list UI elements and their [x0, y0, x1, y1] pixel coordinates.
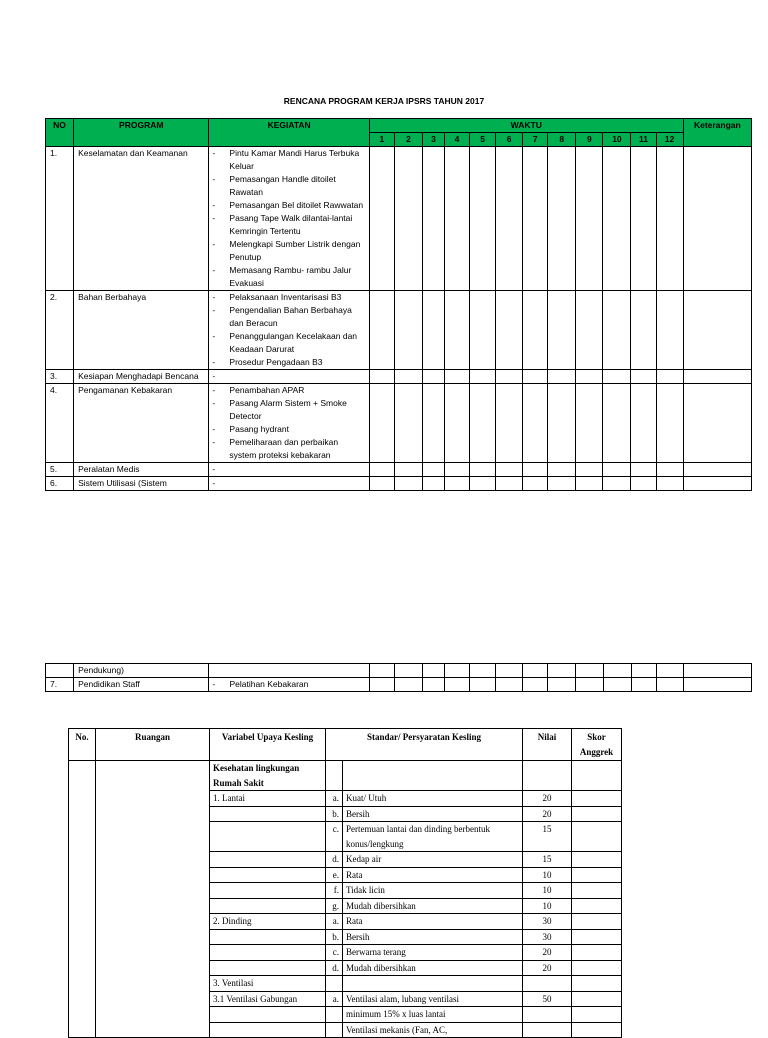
skor-cell — [572, 822, 622, 852]
month-cell — [470, 291, 496, 370]
month-cell — [656, 463, 683, 477]
month-header: 7 — [523, 133, 548, 147]
variabel-cell — [210, 945, 326, 961]
month-cell — [422, 370, 444, 384]
activity-cell — [209, 678, 369, 692]
month-cell — [394, 147, 422, 291]
nilai-cell: 50 — [523, 991, 572, 1007]
month-cell — [576, 147, 603, 291]
letter-cell: g. — [326, 898, 343, 914]
standar-cell: Rata — [343, 914, 523, 930]
month-header: 6 — [496, 133, 523, 147]
month-cell — [369, 477, 394, 491]
month-cell — [445, 291, 470, 370]
nilai-cell: 20 — [523, 791, 572, 807]
month-cell — [548, 384, 576, 463]
month-cell — [523, 291, 548, 370]
activity-cell — [209, 147, 369, 291]
program-header-row — [46, 119, 752, 133]
month-cell — [631, 463, 656, 477]
variabel-cell: 1. Lantai — [210, 791, 326, 807]
month-cell — [496, 678, 523, 692]
month-cell — [603, 147, 631, 291]
activity-list — [212, 291, 365, 369]
variabel-cell — [210, 960, 326, 976]
program-name: Pengamanan Kebakaran — [74, 384, 209, 463]
month-cell — [369, 678, 394, 692]
month-cell — [445, 664, 470, 678]
skor-cell — [572, 898, 622, 914]
month-cell — [548, 678, 576, 692]
standar-cell: Ventilasi mekanis (Fan, AC, — [343, 1022, 523, 1038]
activity-item: - Penambahan APAR — [212, 384, 365, 397]
month-cell — [603, 664, 631, 678]
letter-cell: c. — [326, 822, 343, 852]
activity-item: - Pemasangan Handle ditoilet Rawatan — [212, 173, 365, 199]
skor-cell — [572, 914, 622, 930]
skor-cell — [572, 1022, 622, 1038]
document-title: RENCANA PROGRAM KERJA IPSRS TAHUN 2017 — [283, 96, 485, 106]
activity-list — [212, 384, 365, 462]
variabel-cell: 2. Dinding — [210, 914, 326, 930]
month-header: 10 — [603, 133, 631, 147]
row-number: 6. — [46, 477, 74, 491]
program-name: Peralatan Medis — [74, 463, 209, 477]
month-cell — [394, 463, 422, 477]
variabel-cell: 3.1 Ventilasi Gabungan — [210, 991, 326, 1007]
standar-cell: Ventilasi alam, lubang ventilasi — [343, 991, 523, 1007]
month-cell — [394, 477, 422, 491]
activity-item: - Pemeliharaan dan perbaikan system proteksi kebakaran — [212, 436, 365, 462]
month-cell — [576, 463, 603, 477]
month-cell — [445, 384, 470, 463]
nilai-cell: 10 — [523, 867, 572, 883]
variabel-cell — [210, 822, 326, 852]
row-number: 3. — [46, 370, 74, 384]
standar-cell: Pertemuan lantai dan dinding berbentuk konus/lengkung — [343, 822, 523, 852]
nilai-cell: 30 — [523, 929, 572, 945]
month-cell — [445, 147, 470, 291]
kes-header-ruangan: Ruangan — [96, 729, 210, 761]
program-name: Pendidikan Staff — [74, 678, 209, 692]
skor-cell — [572, 976, 622, 992]
nilai-cell — [523, 761, 572, 791]
month-cell — [470, 370, 496, 384]
activity-item: - Pengendalian Bahan Berbahaya dan Beracun — [212, 304, 365, 330]
month-cell — [496, 384, 523, 463]
letter-cell — [326, 1022, 343, 1038]
month-cell — [496, 477, 523, 491]
month-header: 9 — [576, 133, 603, 147]
keterangan-cell — [683, 477, 751, 491]
kes-ruangan-cell — [96, 761, 210, 1038]
month-cell — [523, 664, 548, 678]
month-header: 5 — [470, 133, 496, 147]
month-header: 11 — [631, 133, 656, 147]
activity-cell — [209, 463, 369, 477]
standar-cell — [343, 976, 523, 992]
letter-cell — [326, 761, 343, 791]
kes-header-nilai: Nilai — [523, 729, 572, 761]
skor-cell — [572, 852, 622, 868]
month-header: 4 — [445, 133, 470, 147]
keterangan-cell — [683, 384, 751, 463]
activity-cell — [209, 477, 369, 491]
standar-cell: Bersih — [343, 806, 523, 822]
month-header: 8 — [548, 133, 576, 147]
month-cell — [470, 463, 496, 477]
letter-cell — [326, 976, 343, 992]
month-header: 12 — [656, 133, 683, 147]
variabel-cell — [210, 929, 326, 945]
program-name: Sistem Utilisasi (Sistem — [74, 477, 209, 491]
header-keterangan: Keterangan — [683, 119, 751, 147]
month-cell — [470, 678, 496, 692]
row-number: 2. — [46, 291, 74, 370]
standar-cell: Tidak licin — [343, 883, 523, 899]
month-cell — [445, 678, 470, 692]
month-cell — [656, 291, 683, 370]
activity-item: - Memasang Rambu- rambu Jalur Evakuasi — [212, 264, 365, 290]
skor-cell — [572, 761, 622, 791]
keterangan-cell — [683, 664, 751, 678]
nilai-cell: 20 — [523, 806, 572, 822]
activity-cell — [209, 370, 369, 384]
row-number: 7. — [46, 678, 74, 692]
month-cell — [576, 678, 603, 692]
skor-cell — [572, 945, 622, 961]
month-cell — [523, 370, 548, 384]
standar-cell: Berwarna terang — [343, 945, 523, 961]
month-cell — [603, 291, 631, 370]
month-cell — [548, 477, 576, 491]
nilai-cell: 20 — [523, 945, 572, 961]
month-cell — [423, 664, 445, 678]
activity-item: - Pelaksanaan Inventarisasi B3 — [212, 291, 365, 304]
month-cell — [523, 678, 548, 692]
skor-cell — [572, 929, 622, 945]
month-cell — [496, 147, 523, 291]
letter-cell: c. — [326, 945, 343, 961]
month-cell — [603, 678, 631, 692]
table-row — [46, 463, 752, 477]
month-cell — [656, 678, 683, 692]
program-name: Pendukung) — [74, 664, 209, 678]
month-cell — [422, 384, 444, 463]
month-cell — [422, 463, 444, 477]
month-cell — [369, 291, 394, 370]
activity-item: - Pasang hydrant — [212, 423, 365, 436]
month-cell — [576, 370, 603, 384]
section-title: Kesehatan lingkungan Rumah Sakit — [210, 761, 326, 791]
header-program: PROGRAM — [74, 119, 209, 147]
skor-cell — [572, 1007, 622, 1023]
program-name: Kesiapan Menghadapi Bencana — [74, 370, 209, 384]
month-cell — [496, 370, 523, 384]
activity-list — [212, 147, 365, 290]
month-cell — [576, 477, 603, 491]
row-number: 4. — [46, 384, 74, 463]
standar-cell: Kuat/ Utuh — [343, 791, 523, 807]
month-cell — [369, 664, 394, 678]
month-header: 3 — [422, 133, 444, 147]
month-cell — [394, 384, 422, 463]
month-cell — [470, 477, 496, 491]
header-no: NO — [46, 119, 74, 147]
nilai-cell: 15 — [523, 822, 572, 852]
kes-header-standar: Standar/ Persyaratan Kesling — [326, 729, 523, 761]
standar-cell: Rata — [343, 867, 523, 883]
month-cell — [422, 477, 444, 491]
nilai-cell — [523, 976, 572, 992]
activity-item: - Melengkapi Sumber Listrik dengan Penutup — [212, 238, 365, 264]
standar-cell: minimum 15% x luas lantai — [343, 1007, 523, 1023]
program-table-continued — [45, 663, 752, 692]
month-cell — [422, 147, 444, 291]
activity-cell — [209, 384, 369, 463]
activity-item: - Pelatihan Kebakaran — [212, 678, 365, 691]
skor-cell — [572, 791, 622, 807]
month-cell — [603, 463, 631, 477]
table-row — [46, 370, 752, 384]
kes-header-no: No. — [69, 729, 96, 761]
keterangan-cell — [683, 370, 751, 384]
month-cell — [631, 291, 656, 370]
activity-item: - Pasang Tape Walk dilantai-lantai Kemringin Tertentu — [212, 212, 365, 238]
letter-cell: e. — [326, 867, 343, 883]
month-cell — [369, 384, 394, 463]
section-row — [69, 761, 622, 791]
month-cell — [496, 664, 523, 678]
activity-item: - Penanggulangan Kecelakaan dan Keadaan Darurat — [212, 330, 365, 356]
row-number: 5. — [46, 463, 74, 477]
month-cell — [394, 370, 422, 384]
month-cell — [394, 678, 422, 692]
kes-no-cell — [69, 761, 96, 1038]
standar-cell — [343, 761, 523, 791]
month-cell — [423, 678, 445, 692]
table-row — [46, 664, 752, 678]
letter-cell: a. — [326, 791, 343, 807]
nilai-cell — [523, 1022, 572, 1038]
activity-list — [212, 678, 365, 691]
activity-item: - Pemasangan Bel ditoilet Rawwatan — [212, 199, 365, 212]
standar-cell: Bersih — [343, 929, 523, 945]
month-cell — [470, 664, 496, 678]
table-row — [46, 384, 752, 463]
month-cell — [656, 664, 683, 678]
variabel-cell — [210, 852, 326, 868]
header-kegiatan: KEGIATAN — [209, 119, 369, 147]
variabel-cell — [210, 867, 326, 883]
skor-cell — [572, 806, 622, 822]
variabel-cell — [210, 1007, 326, 1023]
month-cell — [603, 477, 631, 491]
program-name: Keselamatan dan Keamanan — [74, 147, 209, 291]
skor-cell — [572, 960, 622, 976]
month-cell — [631, 678, 656, 692]
table-row — [46, 291, 752, 370]
letter-cell: a. — [326, 914, 343, 930]
month-cell — [445, 463, 470, 477]
nilai-cell: 10 — [523, 883, 572, 899]
month-cell — [656, 384, 683, 463]
month-cell — [631, 370, 656, 384]
month-cell — [656, 370, 683, 384]
month-cell — [445, 477, 470, 491]
nilai-cell: 30 — [523, 914, 572, 930]
row-number — [46, 664, 74, 678]
month-cell — [369, 463, 394, 477]
nilai-cell — [523, 1007, 572, 1023]
letter-cell: f. — [326, 883, 343, 899]
month-cell — [523, 463, 548, 477]
skor-cell — [572, 883, 622, 899]
nilai-cell: 20 — [523, 960, 572, 976]
skor-cell — [572, 991, 622, 1007]
keterangan-cell — [683, 678, 751, 692]
month-cell — [656, 147, 683, 291]
table-row — [46, 147, 752, 291]
month-cell — [369, 370, 394, 384]
month-cell — [631, 147, 656, 291]
month-cell — [548, 463, 576, 477]
program-name: Bahan Berbahaya — [74, 291, 209, 370]
table-row — [46, 477, 752, 491]
standar-cell: Kedap air — [343, 852, 523, 868]
month-cell — [369, 147, 394, 291]
activity-item: - Pasang Alarm Sistem + Smoke Detector — [212, 397, 365, 423]
month-cell — [576, 664, 603, 678]
letter-cell: a. — [326, 991, 343, 1007]
month-cell — [548, 370, 576, 384]
row-number: 1. — [46, 147, 74, 291]
month-cell — [656, 477, 683, 491]
letter-cell — [326, 1007, 343, 1023]
month-cell — [548, 291, 576, 370]
month-cell — [523, 477, 548, 491]
variabel-cell — [210, 1022, 326, 1038]
variabel-cell — [210, 898, 326, 914]
month-cell — [631, 477, 656, 491]
month-cell — [394, 664, 422, 678]
standar-cell: Mudah dibersihkan — [343, 960, 523, 976]
month-cell — [631, 664, 656, 678]
month-cell — [470, 147, 496, 291]
activity-cell — [209, 664, 369, 678]
variabel-cell — [210, 883, 326, 899]
month-cell — [394, 291, 422, 370]
letter-cell: b. — [326, 929, 343, 945]
month-cell — [548, 147, 576, 291]
keterangan-cell — [683, 463, 751, 477]
letter-cell: d. — [326, 960, 343, 976]
month-cell — [422, 291, 444, 370]
activity-item: - Pintu Kamar Mandi Harus Terbuka Keluar — [212, 147, 365, 173]
month-cell — [631, 384, 656, 463]
letter-cell: b. — [326, 806, 343, 822]
month-cell — [523, 147, 548, 291]
month-cell — [576, 384, 603, 463]
month-header: 1 — [369, 133, 394, 147]
nilai-cell: 15 — [523, 852, 572, 868]
month-header: 2 — [394, 133, 422, 147]
kes-header-variabel: Variabel Upaya Kesling — [210, 729, 326, 761]
standar-cell: Mudah dibersihkan — [343, 898, 523, 914]
nilai-cell: 10 — [523, 898, 572, 914]
skor-cell — [572, 867, 622, 883]
activity-item: - Prosedur Pengadaan B3 — [212, 356, 365, 369]
month-cell — [603, 370, 631, 384]
table-row — [46, 678, 752, 692]
month-cell — [445, 370, 470, 384]
kes-header-skor: Skor Anggrek — [572, 729, 622, 761]
month-cell — [523, 384, 548, 463]
letter-cell: d. — [326, 852, 343, 868]
keterangan-cell — [683, 147, 751, 291]
month-cell — [576, 291, 603, 370]
program-table — [45, 118, 752, 491]
month-cell — [496, 291, 523, 370]
keterangan-cell — [683, 291, 751, 370]
month-cell — [470, 384, 496, 463]
month-cell — [496, 463, 523, 477]
kesling-header-row — [69, 729, 622, 761]
header-waktu: WAKTU — [369, 119, 683, 133]
variabel-cell — [210, 806, 326, 822]
activity-cell — [209, 291, 369, 370]
kesling-table — [68, 728, 622, 1038]
month-cell — [603, 384, 631, 463]
month-cell — [548, 664, 576, 678]
variabel-cell: 3. Ventilasi — [210, 976, 326, 992]
